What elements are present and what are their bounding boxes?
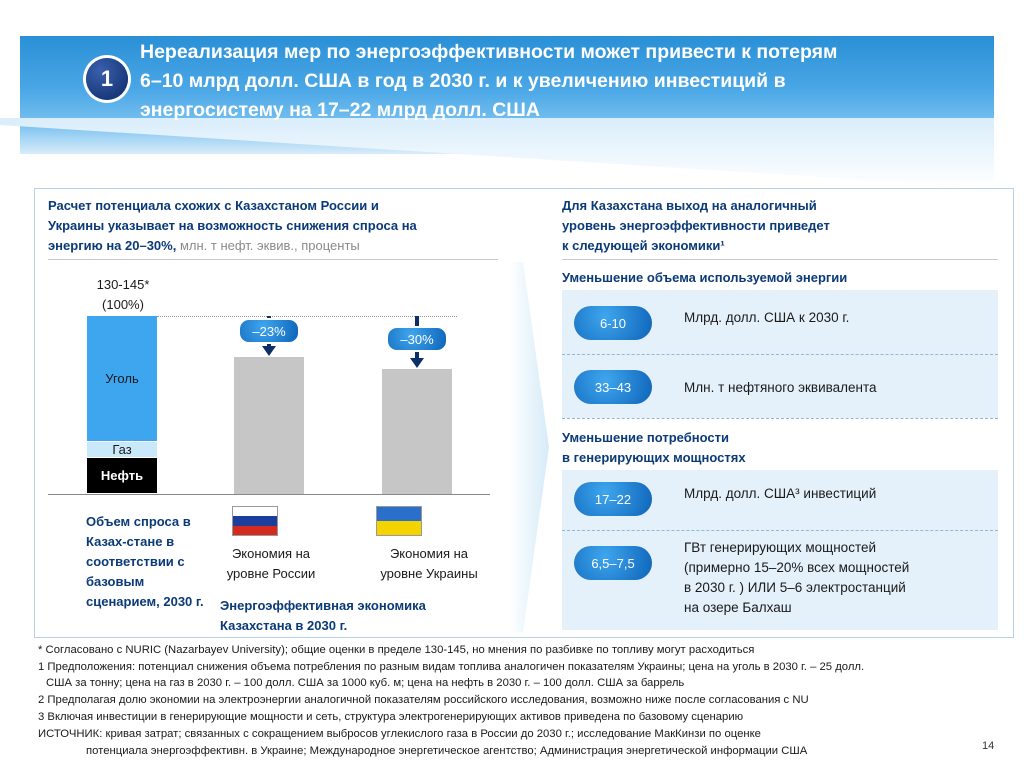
left-heading-bold: энергию на 20–30%, <box>48 238 177 253</box>
left-heading-divider <box>48 259 498 260</box>
footnote: 2 Предполагая долю экономии на электроэнергии аналогичной показателям российского исследования, возможно ниже после согласования с NU <box>38 694 809 706</box>
source-note: ИСТОЧНИК: кривая затрат; связанных с сокращением выбросов углекислого газа в России до 2030 г.; исследование МакКинзи по оценке <box>38 728 761 740</box>
chart-baseline <box>48 494 490 495</box>
ukraine-flag-icon <box>376 506 422 536</box>
russia-flag-icon <box>232 506 278 536</box>
reduction-badge-russia: –23% <box>238 318 300 344</box>
category-line: Экономия на <box>231 546 311 561</box>
section-line: Уменьшение потребности <box>562 430 729 445</box>
value-pill: 33–43 <box>574 370 652 404</box>
section-line: в генерирующих мощностях <box>562 450 746 465</box>
slide-number-badge: 1 <box>86 58 128 100</box>
segment-label-oil: Нефть <box>100 468 144 484</box>
value-description: Млн. т нефтяного эквивалента <box>684 380 877 395</box>
reference-line <box>157 316 457 317</box>
bar-russia <box>234 357 304 494</box>
left-heading-line: Расчет потенциала схожих с Казахстаном России и <box>48 198 379 213</box>
footnote: 3 Включая инвестиции в генерирующие мощности и сеть, структура электрогенерирующих активов приведена по базовому сценарию <box>38 711 744 723</box>
baseline-note: Объем спроса в Казах-стане в соответствии с базовым сценарием, 2030 г. <box>86 514 204 609</box>
value-description: Млрд. долл. США³ инвестиций <box>684 486 877 501</box>
title-line: 6–10 млрд долл. США в год в 2030 г. и к увеличению инвестиций в <box>140 70 786 92</box>
section-energy-reduction: Уменьшение объема используемой энергии <box>562 270 848 285</box>
left-heading <box>48 196 488 256</box>
total-label: 130-145* <box>96 277 150 292</box>
right-heading-line: уровень энергоэффективности приведет <box>562 218 830 233</box>
total-pct-label: (100%) <box>102 297 144 312</box>
category-line: уровне России <box>226 566 316 581</box>
left-heading-line <box>48 236 488 256</box>
description-line: ГВт генерирующих мощностей <box>684 540 877 555</box>
value-pill: 17–22 <box>574 482 652 516</box>
reduction-arrowhead-ukraine <box>410 358 424 368</box>
bar-segment-oil <box>87 458 157 493</box>
segment-label-coal: Уголь <box>105 371 139 387</box>
title-line: Нереализация мер по энергоэффективности может привести к потерям <box>140 41 838 63</box>
footnote: * Согласовано с NURIC (Nazarbayev University); общие оценки в пределе 130-145, но мнения по разбивке по топливу могут расходиться <box>38 644 755 656</box>
value-pill: 6,5–7,5 <box>574 546 652 580</box>
description-line: (примерно 15–20% всех мощностей <box>684 560 910 575</box>
category-line: Экономия на <box>389 546 469 561</box>
category-label-ukraine <box>362 544 496 584</box>
row-divider <box>562 418 998 419</box>
right-heading-line: к следующей экономики¹ <box>562 238 725 253</box>
bar-segment-coal <box>87 316 157 441</box>
efficient-economy-note: Энергоэффективная экономика Казахстана в 2030 г. <box>220 598 426 633</box>
row-divider <box>562 354 998 355</box>
value-description <box>684 538 909 618</box>
right-heading <box>562 196 982 256</box>
footnote: 1 Предположения: потенциал снижения объема потребления по разным видам топлива аналогичен показателям Украины; цена на уголь в 2030 г. – 25 долл. <box>38 661 865 673</box>
category-line: уровне Украины <box>380 566 478 581</box>
value-pill: 6-10 <box>574 306 652 340</box>
left-heading-units: млн. т нефт. эквив., проценты <box>176 238 360 253</box>
bar-ukraine <box>382 369 452 494</box>
segment-label-gas: Газ <box>112 442 132 458</box>
title-line: энергосистему на 17–22 млрд долл. США <box>140 99 540 121</box>
row-divider <box>562 530 998 531</box>
description-line: в 2030 г. ) ИЛИ 5–6 электростанций <box>684 580 906 595</box>
footnote: США за тонну; цена на газ в 2030 г. – 100 долл. США за 1000 куб. м; цена на нефть в 2030 г. – 100 долл. США за баррель <box>46 677 685 689</box>
right-heading-divider <box>562 259 998 260</box>
reduction-arrowhead-russia <box>262 346 276 356</box>
reduction-badge-ukraine: –30% <box>386 326 448 352</box>
left-heading-line: Украины указывает на возможность снижения спроса на <box>48 218 417 233</box>
bar-segment-gas <box>87 442 157 457</box>
value-description: Млрд. долл. США к 2030 г. <box>684 310 850 325</box>
page-number: 14 <box>982 740 995 752</box>
right-heading-line: Для Казахстана выход на аналогичный <box>562 198 817 213</box>
slide-title <box>140 38 980 125</box>
category-label-russia <box>212 544 330 584</box>
description-line: на озере Балхаш <box>684 600 792 615</box>
section-capacity-reduction <box>562 428 998 468</box>
source-note: потенциала энергоэффективн. в Украине; Международное энергетическое агентство; Администрация энергетической информации США <box>86 745 808 757</box>
